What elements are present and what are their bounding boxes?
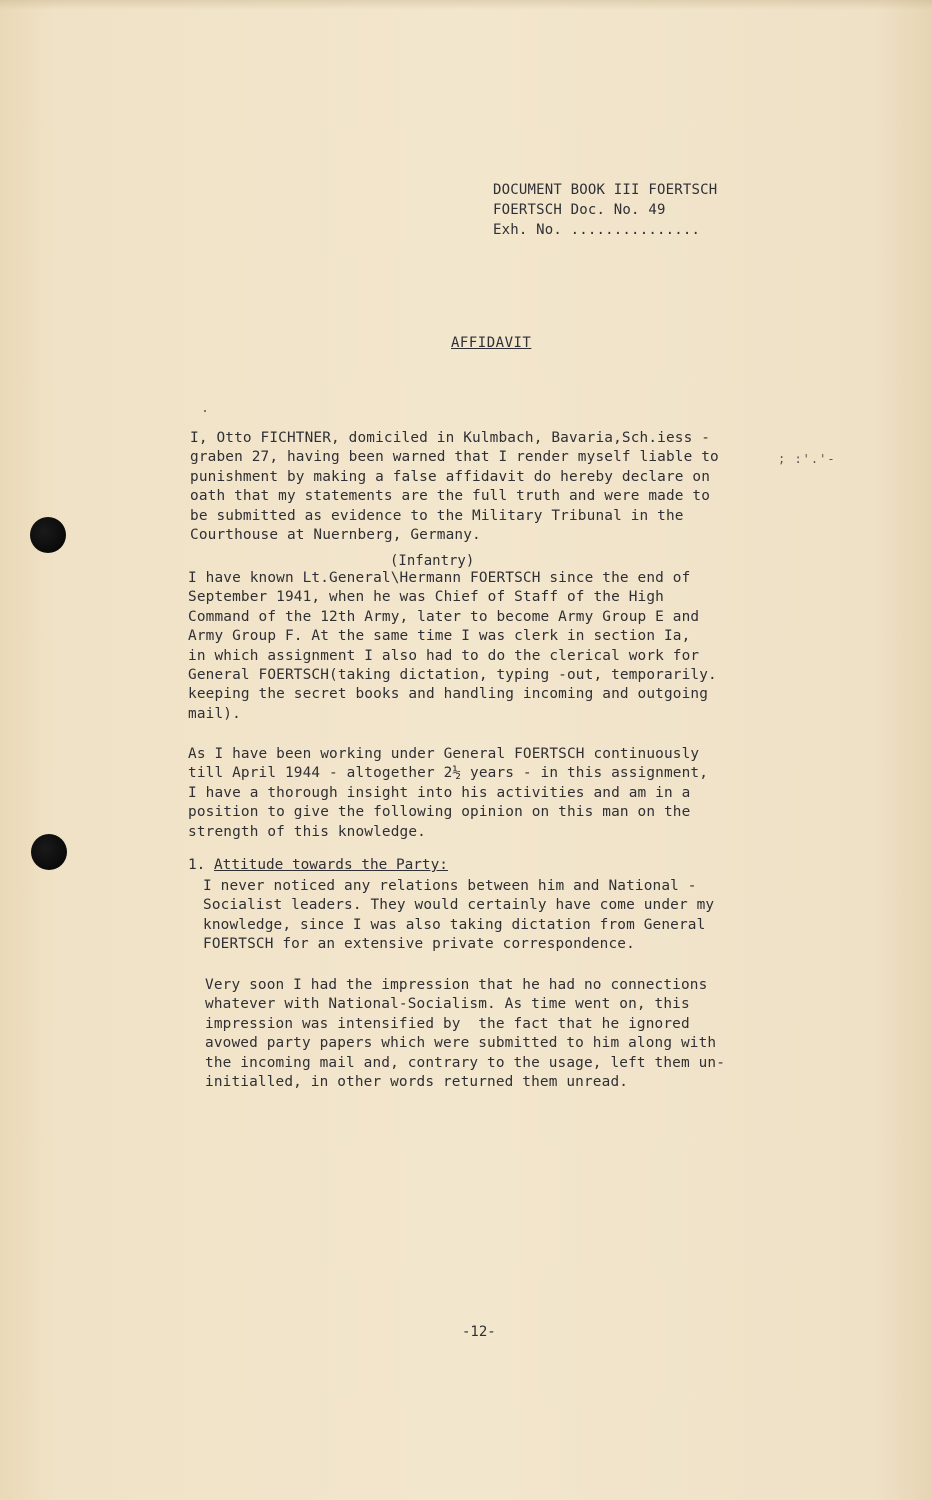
page-edge-shadow (0, 0, 932, 10)
interlinear-insert: (Infantry) (390, 553, 475, 569)
paragraph-party-papers: Very soon I had the impression that he had no connections whatever with National-Socialism. As time went on, this impression was intensified by the fact that he ignored avowed party papers which were submitted to him along with the incoming mail and, contrary to the usage, left them un- initialled, in other words returned them unread. (205, 977, 726, 1091)
section-heading-text: Attitude towards the Party: (214, 857, 448, 873)
header-line-1: DOCUMENT BOOK III FOERTSCH (493, 182, 718, 198)
page-number: -12- (462, 1324, 496, 1340)
document-header (493, 180, 717, 240)
typewriter-mark (204, 410, 206, 412)
document-title: AFFIDAVIT (451, 335, 532, 351)
section-heading (188, 856, 448, 875)
header-line-3: Exh. No. ............... (493, 222, 701, 238)
header-line-2: FOERTSCH Doc. No. 49 (493, 202, 666, 218)
paragraph-party-relations: I never noticed any relations between him and National - Socialist leaders. They would certainly have come under my knowledge, since I was also taking dictation from General FOERTSCH for an extensive private correspondence. (203, 878, 715, 953)
punch-hole-bottom (31, 834, 67, 870)
section-number: 1. (188, 857, 214, 873)
margin-note: ; :'.'- (778, 452, 836, 466)
paragraph-service-period: As I have been working under General FOERTSCH continuously till April 1944 - altogether 2½ years - in this assignment, I have a thorough insight into his activities and am in a position to give the following opinion on this man on the strength of this knowledge. (188, 746, 709, 840)
punch-hole-top (30, 517, 66, 553)
paragraph-declaration: I, Otto FICHTNER, domiciled in Kulmbach, Bavaria,Sch.iess - graben 27, having been warned that I render myself liable to punishment by making a false affidavit do hereby declare on oath that my statements are the full truth and were made to be submitted as evidence to the Military Tribunal in the Courthouse at Nuernberg, Germany. (190, 430, 719, 544)
paragraph-acquaintance: I have known Lt.General\Hermann FOERTSCH since the end of September 1941, when he was Chief of Staff of the High Command of the 12th Army, later to become Army Group E and Army Group F. At the same time I was clerk in section Ia, in which assignment I also had to do the clerical work for General FOERTSCH(taking dictation, typing -out, temporarily. keeping the secret books and handling incoming and outgoing mail). (188, 570, 717, 722)
